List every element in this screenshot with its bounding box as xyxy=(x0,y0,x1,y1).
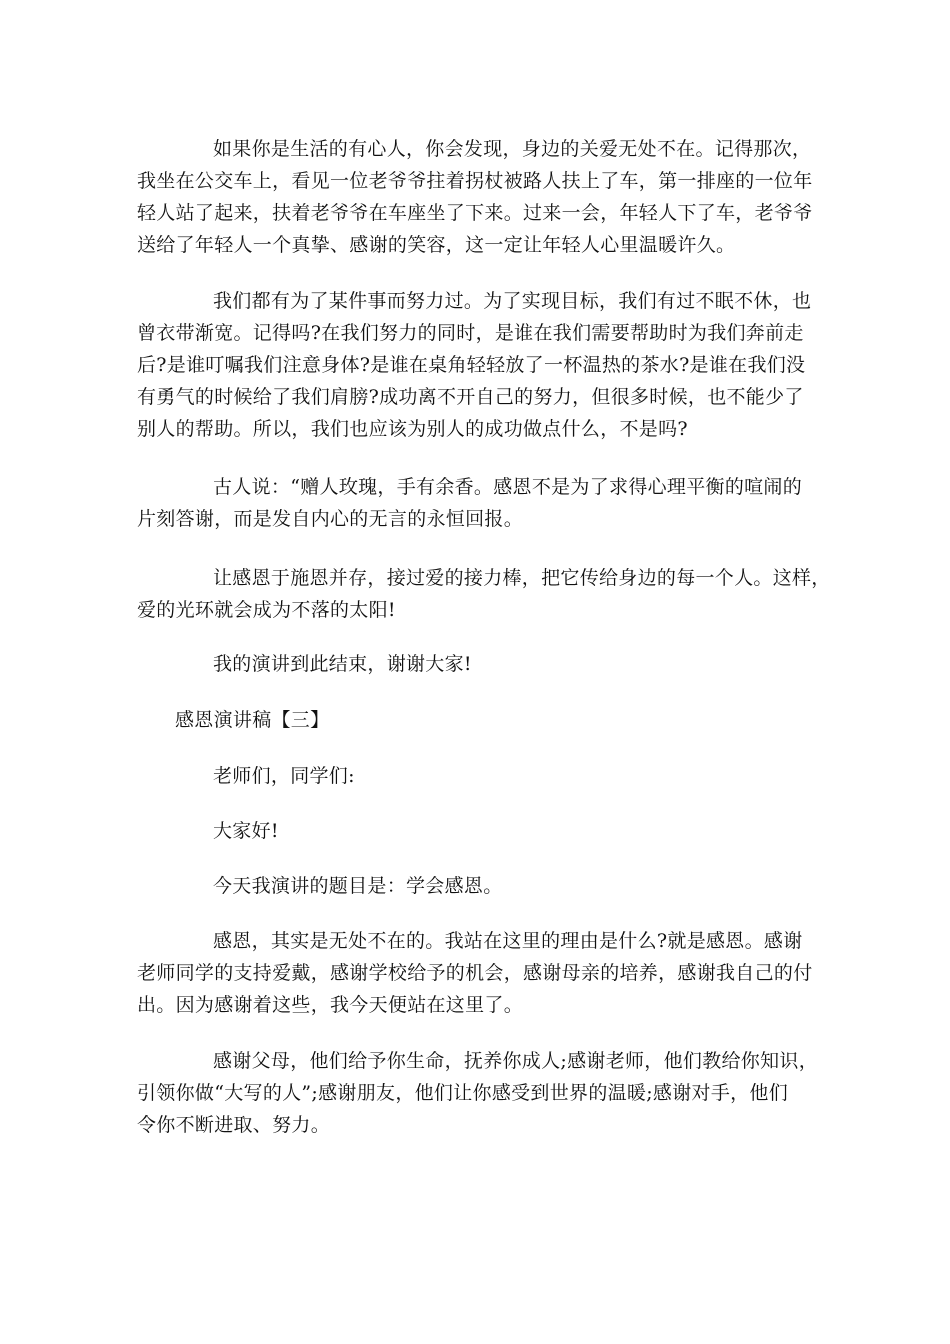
paragraph-closing xyxy=(137,648,819,680)
text-line: 我的演讲到此结束，谢谢大家! xyxy=(213,653,472,675)
text-line: 大家好! xyxy=(213,820,279,842)
text-line: 令你不断进取、努力。 xyxy=(137,1114,331,1136)
text-line: 别人的帮助。所以，我们也应该为别人的成功做点什么，不是吗? xyxy=(137,418,688,440)
text-line: 老师们，同学们: xyxy=(213,765,355,787)
text-line: 老师同学的支持爱戴，感谢学校给予的机会，感谢母亲的培养，感谢我自己的付 xyxy=(137,962,813,984)
text-line: 如果你是生活的有心人，你会发现，身边的关爱无处不在。记得那次， xyxy=(213,138,812,160)
paragraph-effort xyxy=(137,285,819,445)
text-line: 后?是谁叮嘱我们注意身体?是谁在桌角轻轻放了一杯温热的茶水?是谁在我们没 xyxy=(137,354,806,376)
paragraph-greeting-audience xyxy=(137,760,819,792)
text-line: 让感恩于施恩并存，接过爱的接力棒，把它传给身边的每一个人。这样， xyxy=(213,567,831,589)
text-line: 引领你做“大写的人”;感谢朋友，他们让你感受到世界的温暖;感谢对手，他们 xyxy=(137,1082,789,1104)
paragraph-public-bus xyxy=(137,133,819,261)
text-line: 爱的光环就会成为不落的太阳! xyxy=(137,599,396,621)
paragraph-gratitude-everywhere xyxy=(137,925,819,1021)
text-line: 曾衣带渐宽。记得吗?在我们努力的同时，是谁在我们需要帮助时为我们奔前走 xyxy=(137,322,804,344)
text-line: 有勇气的时候给了我们肩膀?成功离不开自己的努力，但很多时候，也不能少了 xyxy=(137,386,804,408)
text-line: 感谢父母，他们给予你生命，抚养你成人;感谢老师，他们教给你知识， xyxy=(213,1050,819,1072)
text-line: 古人说：“赠人玫瑰，手有余香。感恩不是为了求得心理平衡的喧闹的 xyxy=(213,476,803,498)
paragraph-relay xyxy=(137,562,831,626)
section-heading: 感恩演讲稿【三】 xyxy=(175,709,330,731)
paragraph-topic xyxy=(137,870,819,902)
text-line: 送给了年轻人一个真挚、感谢的笑容，这一定让年轻人心里温暖许久。 xyxy=(137,234,736,256)
paragraph-ancient-saying xyxy=(137,471,819,535)
text-line: 我们都有为了某件事而努力过。为了实现目标，我们有过不眠不休，也 xyxy=(213,290,812,312)
paragraph-thank-others xyxy=(137,1045,819,1141)
paragraph-hello xyxy=(137,815,819,847)
text-line: 轻人站了起来，扶着老爷爷在车座坐了下来。过来一会，年轻人下了车，老爷爷 xyxy=(137,202,813,224)
text-line: 今天我演讲的题目是：学会感恩。 xyxy=(213,875,503,897)
text-line: 出。因为感谢着这些，我今天便站在这里了。 xyxy=(137,994,524,1016)
text-line: 片刻答谢，而是发自内心的无言的永恒回报。 xyxy=(137,508,524,530)
text-line: 我坐在公交车上，看见一位老爷爷拄着拐杖被路人扶上了车，第一排座的一位年 xyxy=(137,170,813,192)
text-line: 感恩，其实是无处不在的。我站在这里的理由是什么?就是感恩。感谢 xyxy=(213,930,803,952)
